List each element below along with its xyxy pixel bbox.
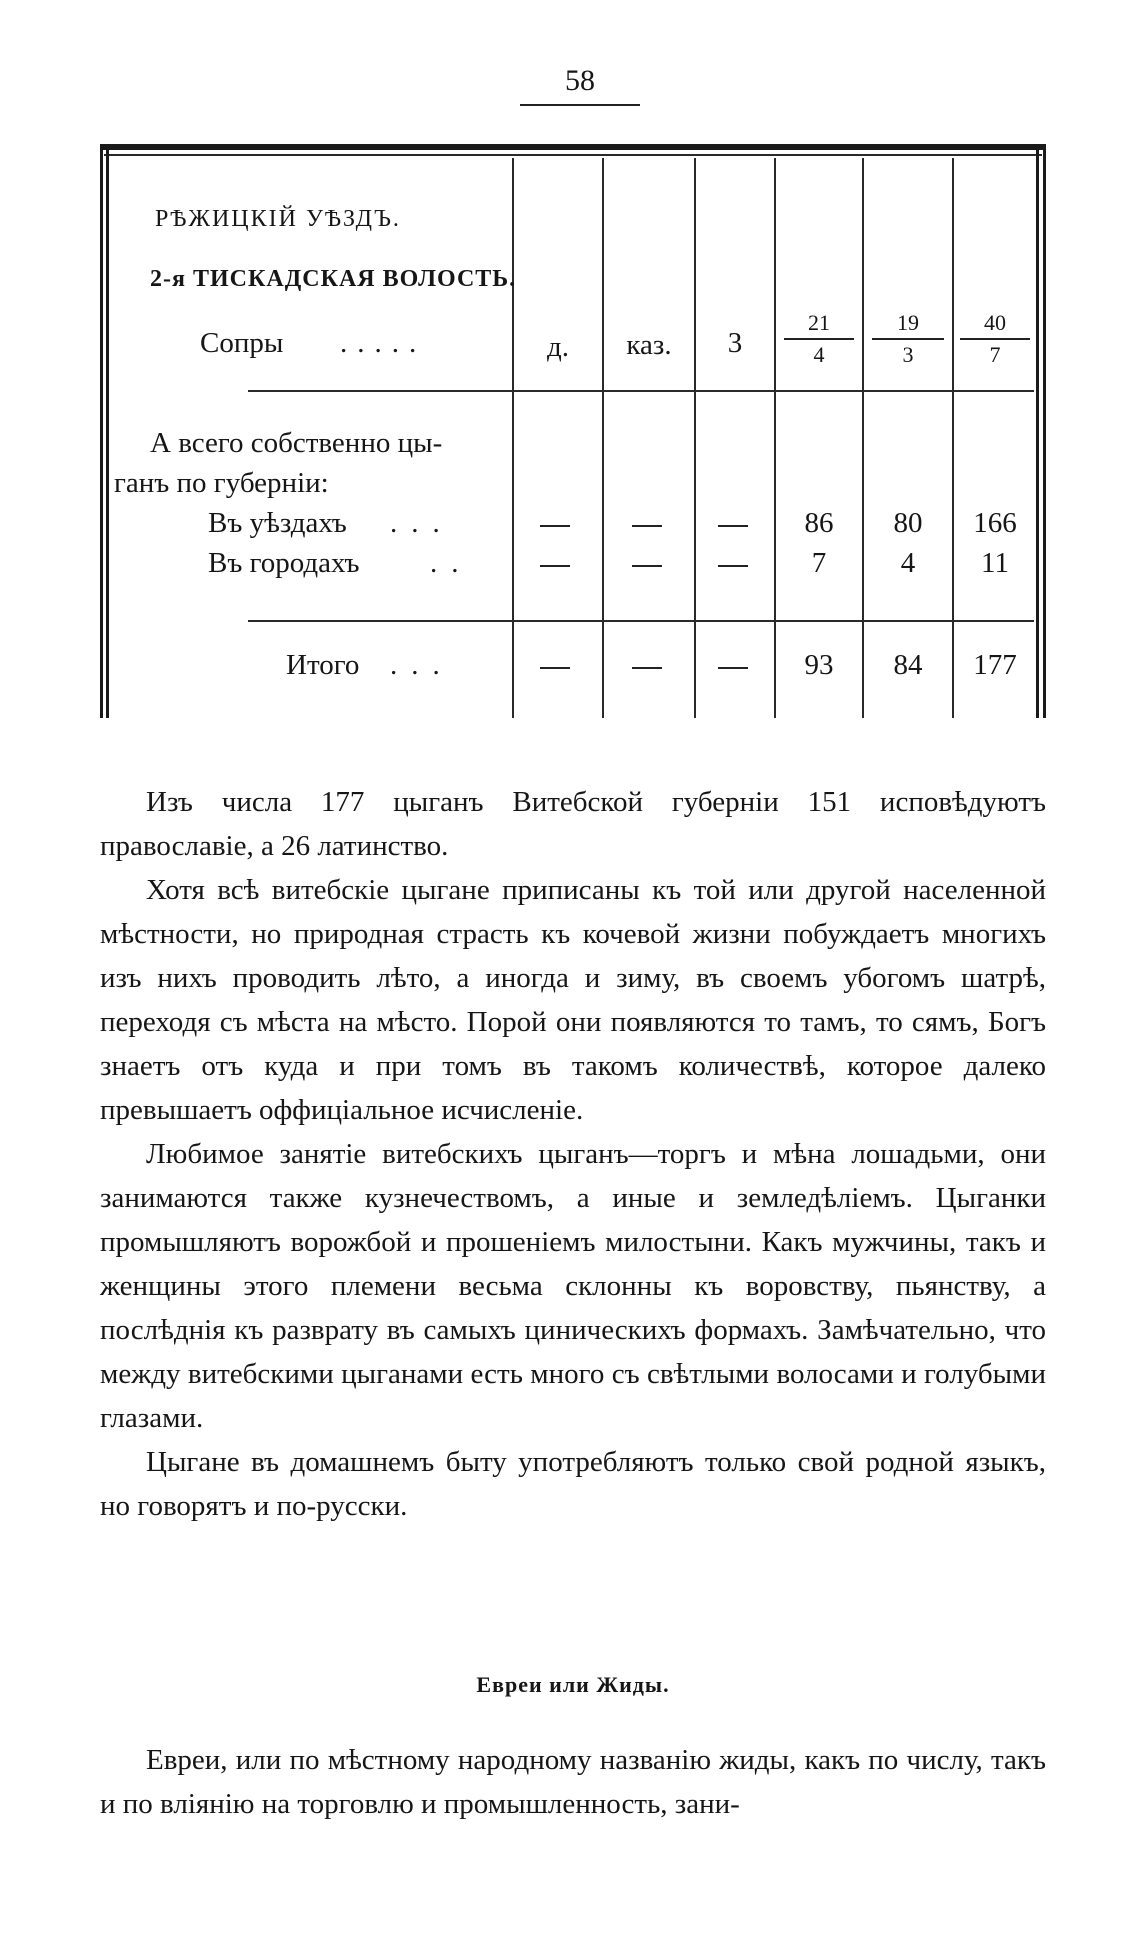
total-dash-1	[540, 667, 570, 669]
total-female: 84	[893, 649, 923, 681]
fraction-bar-female	[872, 338, 944, 340]
settlement-name: Сопры	[200, 327, 284, 359]
row-cities-dash-2	[632, 565, 662, 567]
table-left-border	[100, 150, 103, 718]
row-cities-label: Въ городахъ	[208, 547, 360, 579]
total-male: 93	[804, 649, 834, 681]
total-all: 177	[973, 649, 1017, 681]
body-text	[100, 780, 1046, 1528]
row-cities-total: 11	[981, 547, 1009, 579]
settlement-type: д.	[546, 331, 569, 363]
row-uezd-dash-1	[540, 525, 570, 527]
paragraph-jews: Евреи, или по мѣстному народному названію жиды, какъ по числу, такъ и по вліянію на торговлю и промышленность, зани-	[100, 1744, 1046, 1820]
total-dots: ...	[390, 649, 454, 681]
settlement-ownership: каз.	[626, 329, 672, 361]
row-uezd-male: 86	[804, 507, 834, 539]
settlement-female-city: 3	[902, 342, 914, 367]
district-title: РѢЖИЦКІЙ УѢЗДЪ.	[155, 206, 401, 232]
row-uezd-dash-2	[632, 525, 662, 527]
rule-after-settlement	[248, 390, 1034, 392]
col-divider-6	[952, 158, 954, 718]
table-left-border-inner	[106, 150, 109, 718]
settlement-leader-dots: .....	[340, 327, 427, 359]
settlement-households: 3	[727, 327, 743, 359]
settlement-total: 40	[984, 310, 1006, 335]
page-number: 58	[565, 64, 595, 97]
settlement-male-city: 4	[813, 342, 825, 367]
population-table	[100, 144, 1046, 718]
section-body	[100, 1738, 1046, 1826]
settlement-total-city: 7	[989, 342, 1001, 367]
col-divider-3	[694, 158, 696, 718]
row-uezd-total: 166	[973, 507, 1017, 539]
page-number-rule	[520, 104, 640, 106]
total-dash-2	[632, 667, 662, 669]
col-divider-2	[602, 158, 604, 718]
col-divider-5	[862, 158, 864, 718]
total-label: Итого	[286, 649, 360, 681]
row-cities-female: 4	[900, 547, 916, 579]
row-cities-dash-1	[540, 565, 570, 567]
col-divider-4	[774, 158, 776, 718]
row-cities-dots: ..	[430, 547, 473, 579]
section-heading: Евреи или Жиды.	[476, 1672, 670, 1697]
col-divider-1	[512, 158, 514, 718]
paragraph-occupations: Любимое занятіе витебскихъ цыганъ—торгъ и мѣна лошадьми, они занимаются также кузнечествомъ, а иные и земледѣліемъ. Цыганки промышляютъ ворожбой и прошеніемъ милостыни. Какъ мужчины, такъ и женщины этого племени весьма склонны къ воровству, пьянству, а послѣднія къ разврату въ самыхъ циническихъ формахъ. Замѣчательно, что между витебскими цыганами есть много съ свѣтлыми волосами и голубыми глазами.	[100, 1138, 1046, 1434]
row-uezd-female: 80	[893, 507, 923, 539]
table-right-border-inner	[1036, 150, 1039, 718]
summary-heading-line2: ганъ по губерніи:	[114, 467, 329, 499]
total-dash-3	[718, 667, 748, 669]
fraction-bar-total	[960, 338, 1030, 340]
table-inner-top-rule	[104, 154, 1042, 156]
row-cities-dash-3	[718, 565, 748, 567]
paragraph-religion: Изъ числа 177 цыганъ Витебской губерніи 151 исповѣдуютъ православіе, а 26 латинство.	[100, 786, 1046, 862]
row-uezd-label: Въ уѣздахъ	[208, 507, 347, 539]
fraction-bar-male	[784, 338, 854, 340]
paragraph-nomadic: Хотя всѣ витебскіе цыгане приписаны къ той или другой населенной мѣстности, но природная страсть къ кочевой жизни побуждаетъ многихъ изъ нихъ проводить лѣто, а иногда и зиму, въ своемъ убогомъ шатрѣ, переходя съ мѣста на мѣсто. Порой они появляются то тамъ, то сямъ, Богъ знаетъ отъ куда и при томъ въ такомъ количествѣ, которое далеко превышаетъ оффиціальное исчисленіе.	[100, 874, 1046, 1126]
rule-before-total	[248, 620, 1034, 622]
row-cities-male: 7	[811, 547, 827, 579]
table-right-border	[1043, 150, 1046, 718]
volost-title: 2-я ТИСКАДСКАЯ ВОЛОСТЬ.	[150, 266, 517, 292]
summary-heading-line1: А всего собственно цы-	[150, 427, 443, 459]
settlement-female: 19	[897, 310, 919, 335]
settlement-male: 21	[808, 310, 830, 335]
row-uezd-dots: ...	[390, 507, 454, 539]
row-uezd-dash-3	[718, 525, 748, 527]
paragraph-language: Цыгане въ домашнемъ быту употребляютъ только свой родной языкъ, но говорятъ и по-русски.	[100, 1446, 1046, 1522]
